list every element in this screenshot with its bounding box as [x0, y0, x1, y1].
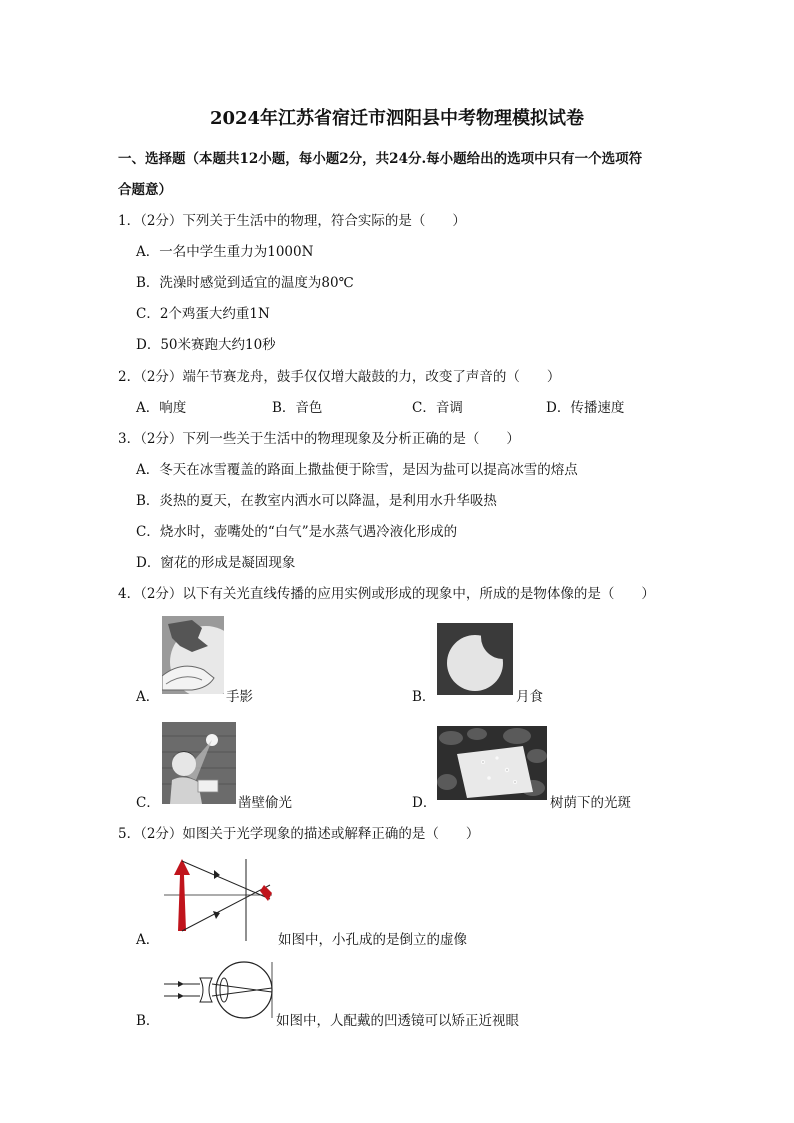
q1-option-a: A．一名中学生重力为1000N [136, 244, 314, 260]
section-heading-cont: 合题意） [118, 182, 172, 198]
question-4-stem: 4．（2分）以下有关光直线传播的应用实例或形成的现象中，所成的是物体像的是（ ） [118, 586, 655, 602]
q2-option-d: D．传播速度 [546, 400, 625, 416]
question-2-stem: 2．（2分）端午节赛龙舟，鼓手仅仅增大敲鼓的力，改变了声音的（ ） [118, 369, 561, 385]
q5-option-a-caption: 如图中，小孔成的是倒立的虚像 [278, 932, 467, 948]
lunar-eclipse-image [437, 623, 513, 695]
question-3-stem: 3．（2分）下列一些关于生活中的物理现象及分析正确的是（ ） [118, 431, 520, 447]
hand-shadow-image [162, 616, 224, 694]
pinhole-diagram [160, 855, 276, 945]
q1-option-d: D．50米赛跑大约10秒 [136, 337, 276, 353]
q4-option-b-letter: B． [412, 689, 436, 705]
q4-option-a-letter: A． [136, 689, 160, 705]
q4-option-c-caption: 凿壁偷光 [238, 795, 292, 811]
page-title: 2024年江苏省宿迁市泗阳县中考物理模拟试卷 [209, 108, 585, 129]
q5-option-a-letter: A． [136, 932, 160, 948]
q2-option-a: A．响度 [136, 400, 187, 416]
section-heading: 一、选择题（本题共12小题，每小题2分，共24分.每小题给出的选项中只有一个选项符 [118, 151, 643, 167]
q3-option-d: D．窗花的形成是凝固现象 [136, 555, 296, 571]
question-5-stem: 5．（2分）如图关于光学现象的描述或解释正确的是（ ） [118, 826, 480, 842]
q2-option-b: B．音色 [272, 400, 323, 416]
q1-option-c: C．2个鸡蛋大约重1N [136, 306, 270, 322]
steal-light-image [162, 722, 236, 804]
q1-option-b: B．洗澡时感觉到适宜的温度为80℃ [136, 275, 354, 291]
q3-option-a: A．冬天在冰雪覆盖的路面上撒盐便于除雪，是因为盐可以提高冰雪的熔点 [136, 462, 578, 478]
q5-option-b-caption: 如图中，人配戴的凹透镜可以矫正近视眼 [276, 1013, 519, 1029]
question-1-stem: 1．（2分）下列关于生活中的物理，符合实际的是（ ） [118, 213, 466, 229]
q4-option-c-letter: C． [136, 795, 160, 811]
concave-lens-eye-diagram [160, 958, 276, 1026]
q4-option-a-caption: 手影 [226, 689, 253, 705]
q5-option-b-letter: B． [136, 1013, 160, 1029]
tree-light-spots-image [437, 726, 547, 800]
q2-option-c: C．音调 [412, 400, 463, 416]
q4-option-d-letter: D． [412, 795, 437, 811]
q4-option-d-caption: 树荫下的光斑 [550, 795, 631, 811]
q4-option-b-caption: 月食 [516, 689, 543, 705]
q3-option-c: C．烧水时，壶嘴处的“白气”是水蒸气遇冷液化形成的 [136, 524, 458, 540]
q3-option-b: B．炎热的夏天，在教室内洒水可以降温，是利用水升华吸热 [136, 493, 497, 509]
